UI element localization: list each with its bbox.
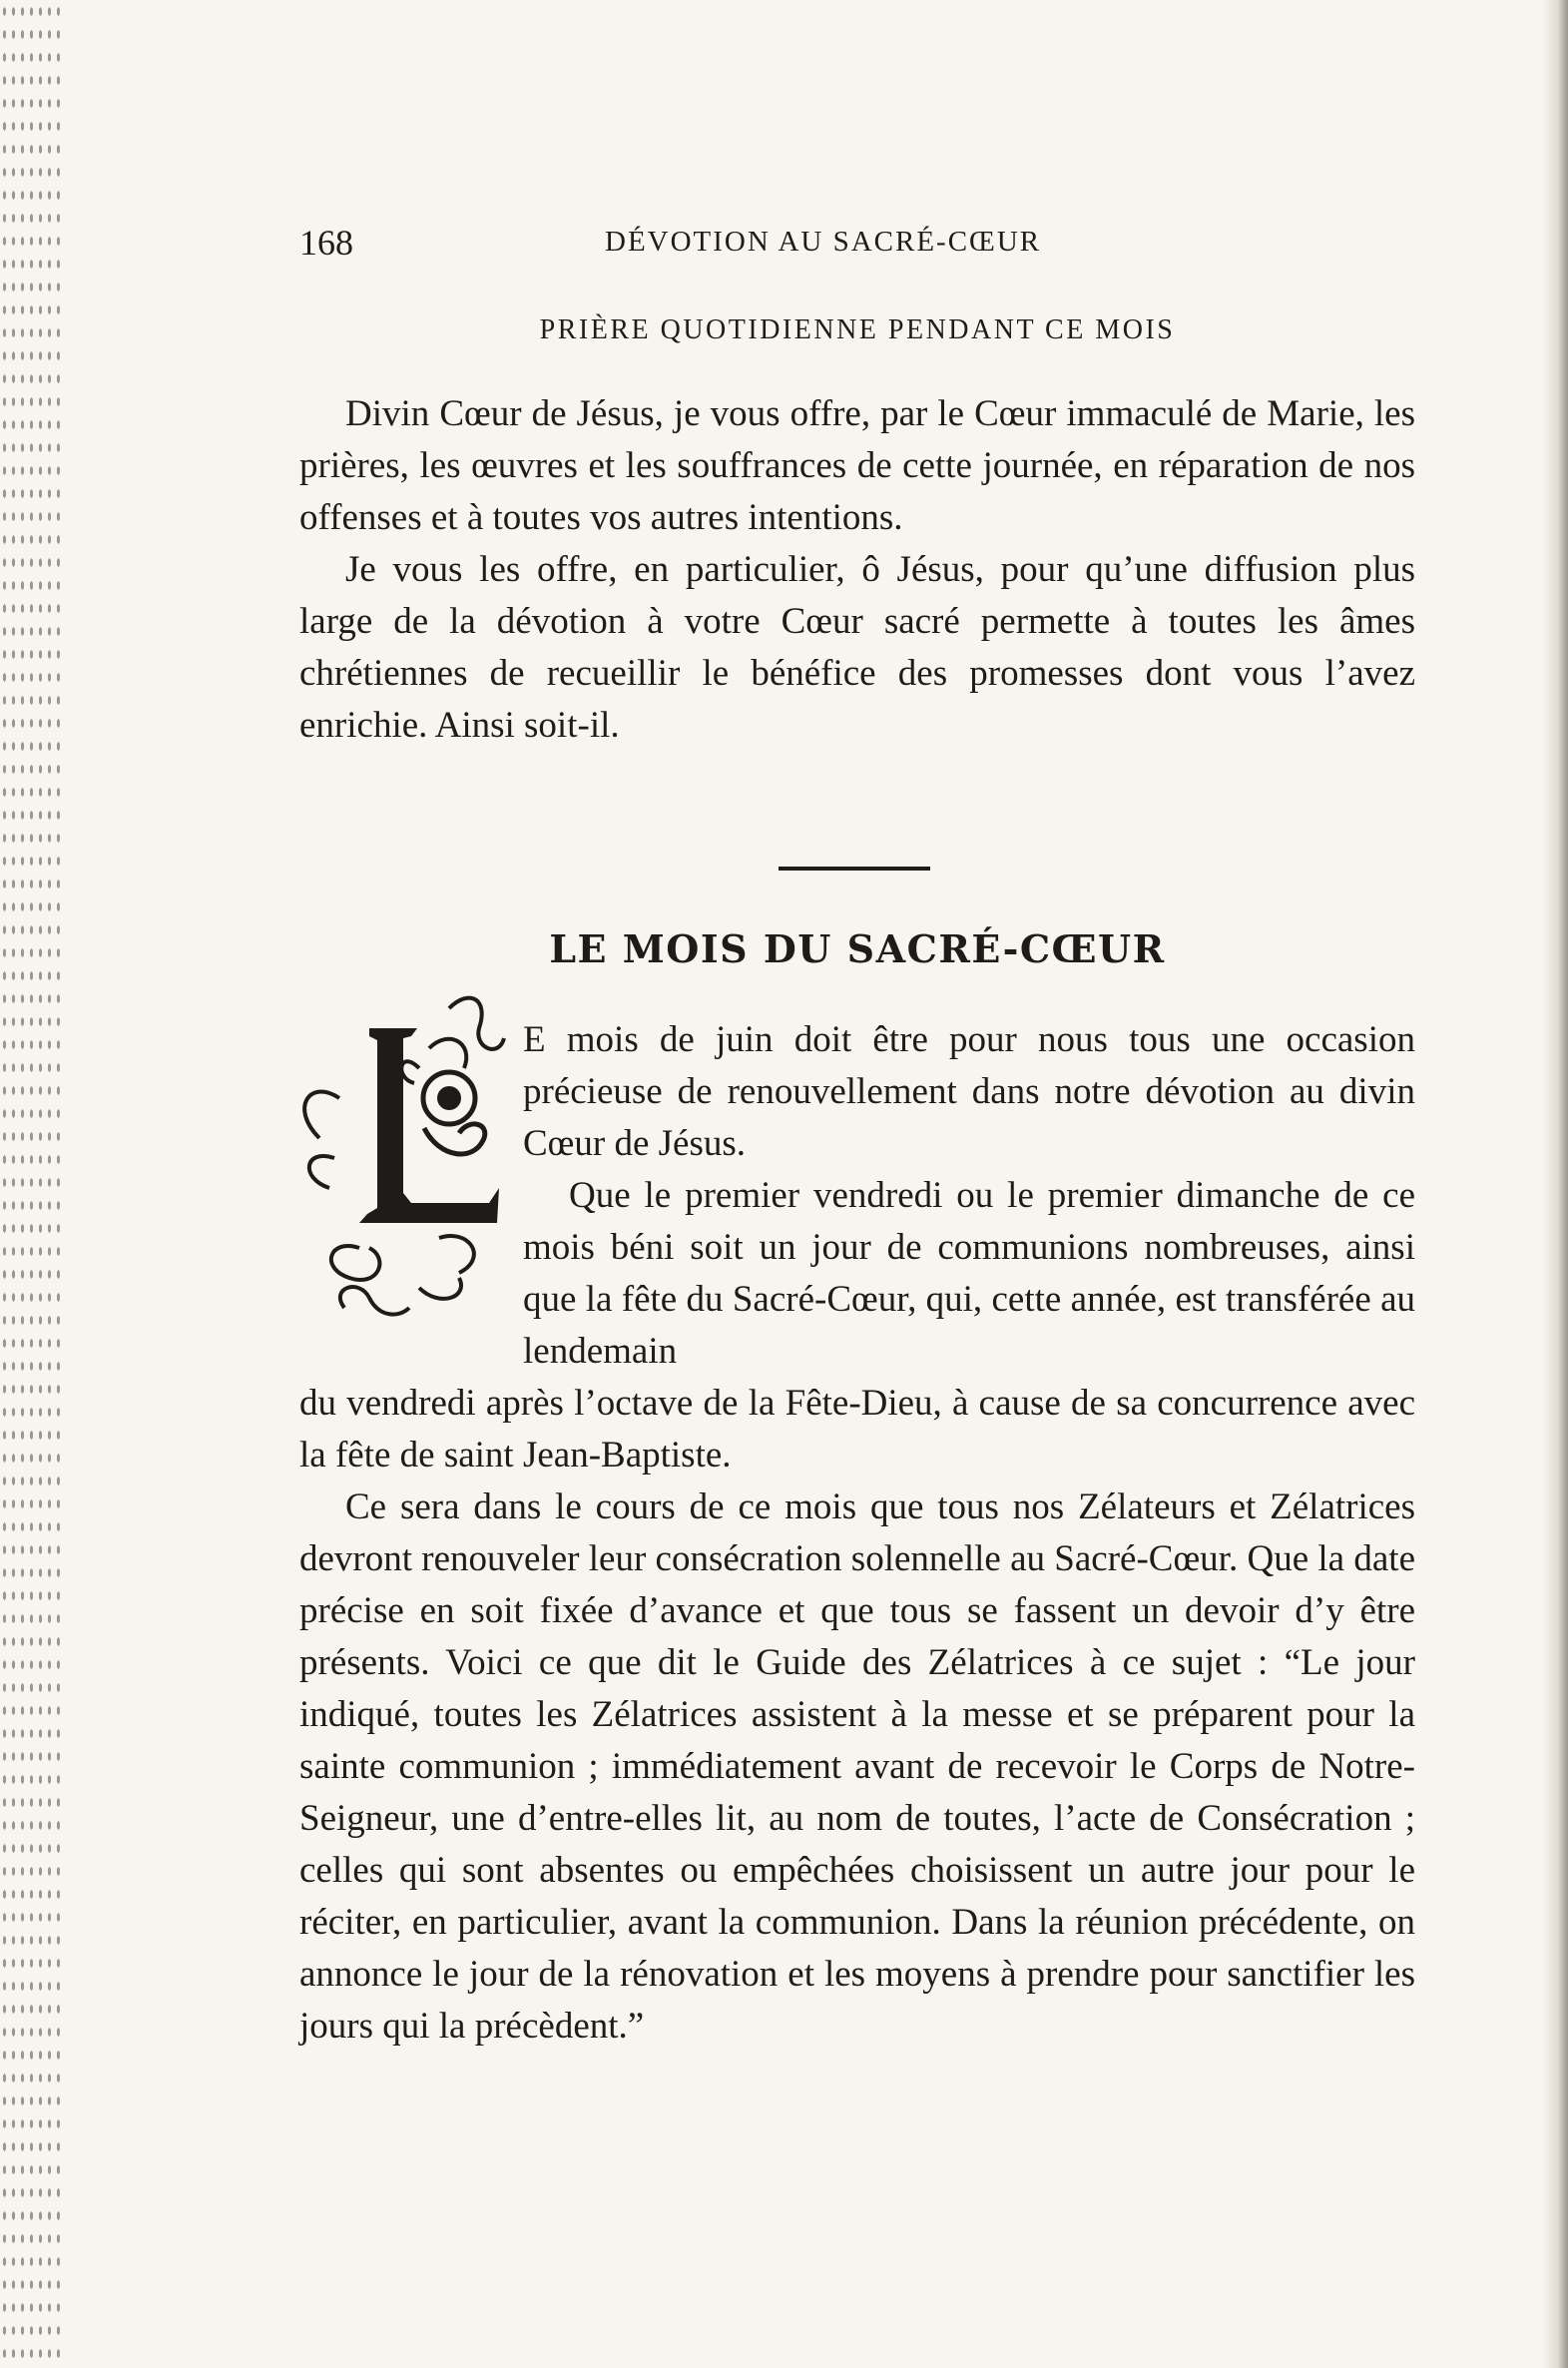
paragraph-two-wrapped: Que le premier vendredi ou le premier dimanche de ce mois béni soit un jour de communions nombreuses, ainsi que la fête du Sacré-Cœur, qui, cette année, est transférée au lendemain	[523, 1175, 1415, 1372]
running-title: DÉVOTION AU SACRÉ-CŒUR	[605, 226, 1042, 258]
prayer-text	[299, 388, 1415, 752]
prayer-title: PRIÈRE QUOTIDIENNE PENDANT CE MOIS	[539, 314, 1176, 345]
section-divider	[779, 867, 930, 871]
prayer-paragraph: Divin Cœur de Jésus, je vous offre, par le Cœur immaculé de Marie, les prières, les œuvres et les souffrances de cette journée, en réparation de nos offenses et à toutes vos autres intentions.	[299, 393, 1415, 538]
section-body	[299, 1014, 1415, 2053]
section-title: LE MOIS DU SACRÉ-CŒUR	[549, 926, 1166, 971]
opening-paragraph: E mois de juin doit être pour nous tous une occasion précieuse de renouvellement dans notre dévotion au divin Cœur de Jésus.	[523, 1019, 1415, 1164]
paragraph-two-continued: du vendredi après l’octave de la Fête-Dieu, à cause de sa concurrence avec la fête de saint Jean-Baptiste.	[299, 1383, 1415, 1476]
paragraph-three: Ce sera dans le cours de ce mois que tous nos Zélateurs et Zélatrices devront renouveler leur consécration solennelle au Sacré-Cœur. Que la date précise en soit fixée d’avance et que tous se fassent un devoir d’y être présents. Voici ce que dit le Guide des Zélatrices à ce sujet : “Le jour indiqué, toutes les Zélatrices assistent à la messe et se préparent pour la sainte communion ; immédiatement avant de recevoir le Corps de Notre-Seigneur, une d’entre-elles lit, au nom de toutes, l’acte de Consécration ; celles qui sont absentes ou empêchées choisissent un autre jour pour le réciter, en particulier, avant la communion. Dans la réunion précédente, on annonce le jour de la rénovation et les moyens à prendre pour sanctifier les jours qui la précèdent.”	[299, 1486, 1415, 2047]
running-head	[299, 222, 1415, 276]
page-number: 168	[299, 223, 353, 263]
page-edge-left	[0, 0, 60, 2368]
prayer-paragraph: Je vous les offre, en particulier, ô Jésus, pour qu’une diffusion plus large de la dévotion à votre Cœur sacré permette à toutes les âmes chrétiennes de recueillir le bénéfice des promesses dont vous l’avez enrichie. Ainsi soit-il.	[299, 549, 1415, 746]
page-edge-right	[1542, 0, 1568, 2368]
